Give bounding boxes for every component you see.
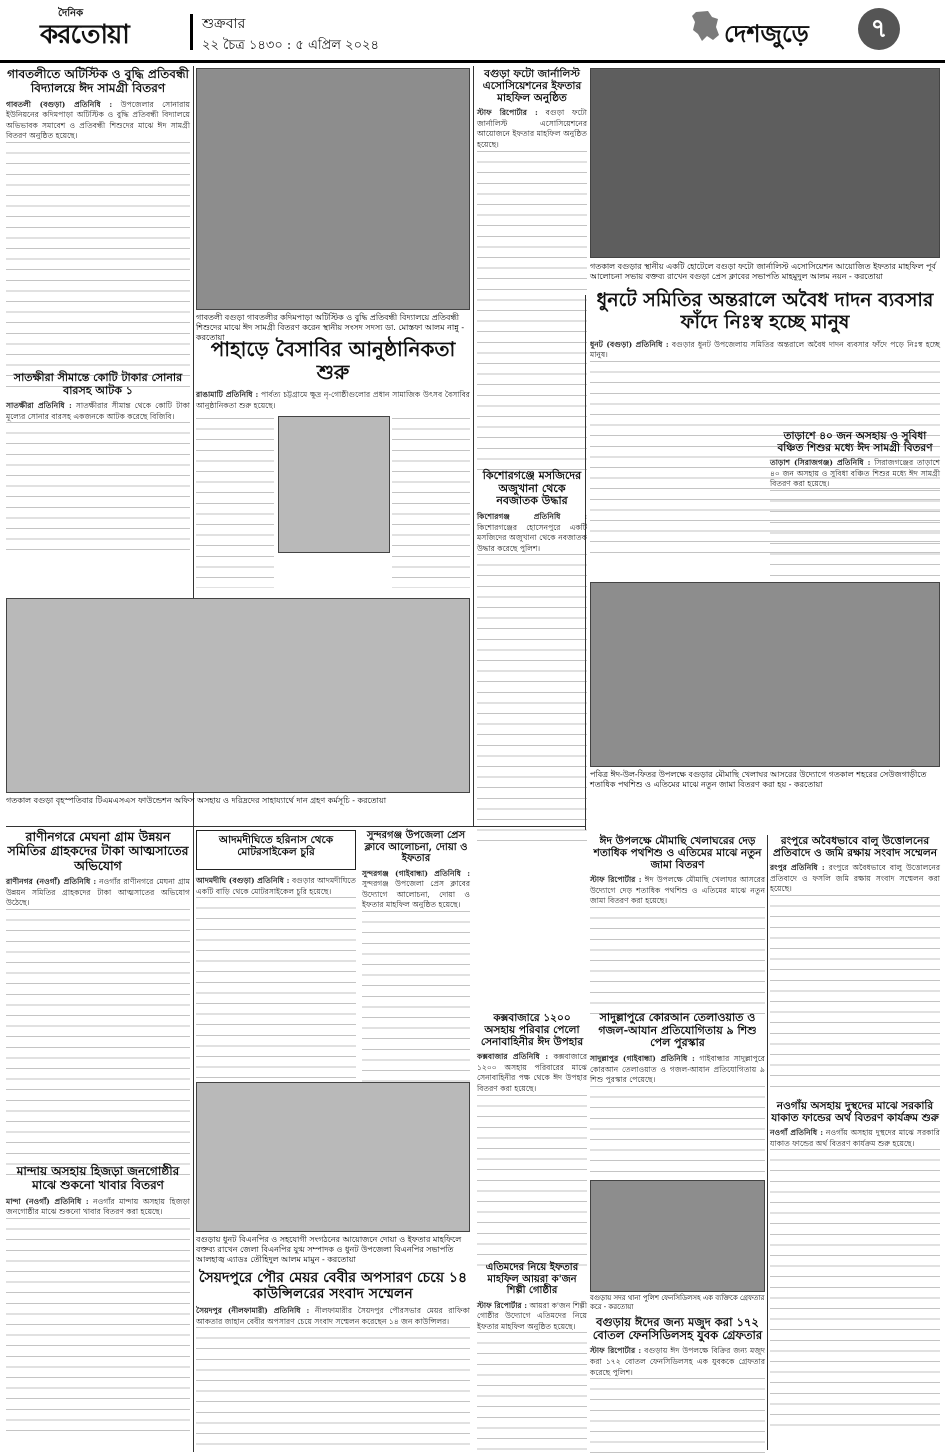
article-byline: স্টাফ রিপোর্টার : bbox=[477, 1300, 528, 1310]
article-body: সিরাজগঞ্জের তাড়াশে ৪০ জন অসহায় ও সুবিধা বঞ্চিত শিশুর মধ্যে ঈদ সামগ্রী বিতরণ করা হয়েছে। bbox=[770, 458, 940, 489]
header-day: শুক্রবার bbox=[202, 16, 246, 32]
article-byline: স্টাফ রিপোর্টার : bbox=[477, 108, 538, 118]
article-body: সাতক্ষীরার সীমান্ত থেকে কোটি টাকা মূল্যের সোনার বারসহ একজনকে আটক করেছে বিজিবি। bbox=[6, 401, 190, 421]
article-headline: রংপুরে অবৈধভাবে বালু উত্তোলনের প্রতিবাদে ও জমি রক্ষায় সংবাদ সম্মেলন bbox=[773, 835, 937, 860]
article-sadullapur bbox=[590, 1012, 765, 1177]
text-column-filler bbox=[477, 554, 587, 844]
masthead bbox=[0, 0, 945, 64]
article-byline: সাদুল্লাপুর (গাইবান্ধা) প্রতিনিধি : bbox=[590, 1053, 695, 1063]
column-rule bbox=[767, 835, 768, 1450]
article-boisabi bbox=[196, 338, 470, 594]
article-headline: সৈয়দপুরে পৌর মেয়র বেবীর অপসারণ চেয়ে ১৪ কাউন্সিলরের সংবাদ সম্মেলন bbox=[198, 1270, 468, 1303]
photo-caption: পবিত্র ঈদ-উল-ফিতর উপলক্ষে বগুড়ার মৌমাছি খেলাঘর আসরের উদ্যোগে গতকাল শহরের সেউজগাড়ীতে শতাধিক পথশিশু ও এতিমের মাঝে নতুন জামা বিতরণ করা হয় - করতোয়া bbox=[590, 770, 927, 789]
text-column-filler bbox=[590, 907, 765, 1019]
text-column-filler bbox=[477, 1332, 587, 1452]
article-body: আয়রা ক'জন শিল্পী গোষ্ঠীর উদ্যোগে এতিমদের নিয়ে ইফতার মাহফিল অনুষ্ঠিত হয়েছে। bbox=[477, 1300, 587, 1331]
article-byline: গাবতলী (বগুড়া) প্রতিনিধি : bbox=[6, 99, 113, 109]
article-body: বগুড়া ফটো জার্নালিস্ট এসোসিয়েশনের আয়োজনে ইফতার মাহফিল অনুষ্ঠিত হয়েছে। bbox=[477, 108, 587, 149]
text-column-filler bbox=[770, 895, 940, 1095]
article-raninagar bbox=[6, 830, 190, 1160]
photo-ifter-mahfil bbox=[590, 68, 940, 258]
article-headline: এতিমদের নিয়ে ইফতার মাহফিল আয়রা ক'জন শিল্পী গোষ্ঠীর bbox=[485, 1262, 579, 1296]
text-column-filler bbox=[196, 897, 356, 1087]
article-headline: ধুনটে সমিতির অন্তরালে অবৈধ দাদন ব্যবসার ফাঁদে নিঃস্ব হচ্ছে মানুষ bbox=[596, 289, 934, 333]
article-byline: কিশোরগঞ্জ প্রতিনিধি : bbox=[477, 511, 587, 521]
article-body: বগুড়ার ধুনট উপজেলায় সমিতির অন্তরালে অবৈধ দাদন ব্যবসার ফাঁদে পড়ে নিঃস্ব হচ্ছে মানুষ। bbox=[590, 339, 940, 360]
article-headline: মান্দায় অসহায় হিজড়া জনগোষ্ঠীর মাঝে শুকনো খাবার বিতরণ bbox=[16, 1164, 180, 1192]
text-column-filler bbox=[770, 490, 940, 585]
article-body: ঈদ উপলক্ষে মৌমাছি খেলাঘর আসরের উদ্যোগে দেড় শতাধিক পথশিশু ও এতিমের মাঝে নতুন জামা বিতরণ করা হয়েছে। bbox=[590, 875, 765, 906]
article-headline: বগুড়ায় ঈদের জন্য মজুদ করা ১৭২ বোতল ফেনসিডিলসহ যুবক গ্রেফতার bbox=[592, 1315, 763, 1343]
article-headline: কিশোরগঞ্জে মসজিদের অজুখানা থেকে নবজাতক উদ্ধার bbox=[482, 469, 582, 508]
article-ayra bbox=[477, 1262, 587, 1448]
article-headline: পাহাড়ে বৈসাবির আনুষ্ঠানিকতা শুরু bbox=[210, 337, 456, 384]
article-body: বগুড়ার আদমদীঘিতে একটি বাড়ি থেকে মোটরসাইকেল চুরি হয়েছে। bbox=[196, 876, 357, 896]
article-byline: কক্সবাজার প্রতিনিধি : bbox=[477, 1052, 549, 1062]
bangladesh-map-icon bbox=[690, 10, 720, 42]
header-date: ২২ চৈত্র ১৪৩০ : ৫ এপ্রিল ২০২৪ bbox=[202, 38, 379, 53]
article-sundarganj bbox=[362, 830, 470, 1080]
article-body: কক্সবাজারে ১২০০ অসহায় পরিবারের মাঝে সেনাবাহিনীর পক্ষ থেকে ঈদ উপহার বিতরণ করা হয়েছে। bbox=[477, 1052, 587, 1093]
article-headline: ঈদ উপলক্ষে মৌমাছি খেলাঘরের দেড় শতাধিক পথশিশু ও এতিমের মাঝে নতুন জামা বিতরণ bbox=[593, 835, 762, 872]
text-column-filler bbox=[6, 142, 190, 388]
article-manda bbox=[6, 1165, 190, 1449]
section-rule bbox=[6, 826, 586, 827]
article-headline: নওগাঁয় অসহায় দুস্থদের মাঝে সরকারি যাকাত ফান্ডের অর্থ বিতরণ কার্যক্রম শুরু bbox=[771, 1100, 939, 1125]
article-body: বগুড়ায় ঈদ উপলক্ষে বিক্রির জন্য মজুদ করা ১৭২ বোতল ফেনসিডিলসহ এক যুবককে গ্রেফতার করেছে পুলিশ। bbox=[590, 1346, 765, 1377]
text-column-filler bbox=[6, 909, 190, 1184]
header-rule bbox=[0, 60, 945, 63]
photo-caption: বগুড়ায় ধুনট বিএনপির ও সহযোগী সংগঠনের আয়োজনে দোয়া ও ইফতার মাহফিলে বক্তব্য রাখেন জেলা বিএনপির যুগ্ম সম্পাদক ও ধুনট উপজেলা বিএনপির সভাপতি আলহাজ্ব এ্যাডঃ তৌহিদুল আলম মামুন - করতোয়া bbox=[196, 1235, 462, 1264]
article-body: নওগাঁর মান্দায় অসহায় হিজড়া জনগোষ্ঠীর মাঝে শুকনো খাবার বিতরণ করা হয়েছে। bbox=[6, 1196, 190, 1217]
article-byline: আদমদীঘি (বগুড়া) প্রতিনিধি : bbox=[196, 876, 290, 885]
text-column-filler bbox=[477, 151, 587, 471]
photo-moumachi bbox=[590, 582, 940, 767]
article-headline: বগুড়া ফটো জার্নালিস্ট এসোসিয়েশনের ইফতার মাহফিল অনুষ্ঠিত bbox=[482, 68, 582, 105]
article-byline: রাঙামাটি প্রতিনিধি : bbox=[196, 390, 259, 399]
article-byline: রাণীনগর (নওগাঁ) প্রতিনিধি : bbox=[6, 877, 97, 887]
headline-box bbox=[196, 830, 356, 870]
article-byline: সুন্দরগঞ্জ (গাইবান্ধা) প্রতিনিধি : bbox=[362, 868, 470, 878]
article-headline: সাদুল্লাপুরে কোরআন তেলাওয়াত ও গজল-আযান প্রতিযোগিতায় ৯ শিশু পেল পুরস্কার bbox=[598, 1011, 757, 1050]
article-headline: রাণীনগরে মেঘনা গ্রাম উন্নয়ন সমিতির গ্রাহকদের টাকা আত্মসাতের অভিযোগ bbox=[7, 829, 189, 873]
article-body: কিশোরগঞ্জের হোসেনপুরে একটি মসজিদের অজুখানা থেকে নবজাতক উদ্ধার করেছে পুলিশ। bbox=[477, 522, 587, 553]
article-byline: রংপুর প্রতিনিধি : bbox=[770, 863, 825, 873]
article-saidpur bbox=[196, 1270, 470, 1450]
article-byline: স্টাফ রিপোর্টার : bbox=[590, 1346, 642, 1356]
text-column-filler bbox=[477, 1095, 587, 1275]
article-satkhira bbox=[6, 372, 190, 547]
article-body: নওগাঁর রাণীনগরে মেঘনা গ্রাম উন্নয়ন সমিতির গ্রাহকদের টাকা আত্মসাতের অভিযোগ উঠেছে। bbox=[6, 877, 190, 908]
section-title: দেশজুড়ে bbox=[724, 19, 809, 48]
article-byline: নওগাঁ প্রতিনিধি : bbox=[770, 1128, 824, 1138]
article-tarash bbox=[770, 430, 940, 580]
text-column-filler bbox=[770, 1149, 940, 1429]
brand-small: দৈনিক bbox=[58, 8, 84, 19]
article-adamdighi bbox=[196, 830, 356, 1070]
article-body: উপজেলার সোনারায় ইউনিয়নের কদিমপাড়া অটিস্টিক ও বুদ্ধি প্রতিবন্ধী বিদ্যালয়ে অভিভাবক সমাবেশ ও প্রতিবন্ধী শিশুদের মাঝে ঈদ সামগ্রী বিতরণ অনুষ্ঠিত হয়েছে। bbox=[6, 99, 190, 141]
page-number bbox=[858, 8, 900, 50]
text-column-filler bbox=[196, 418, 274, 588]
column-rule bbox=[473, 66, 474, 826]
article-headline: কক্সবাজারে ১২০০ অসহায় পরিবার পেলো সেনাবাহিনীর ঈদ উপহার bbox=[480, 1012, 584, 1049]
article-gabtoli bbox=[6, 68, 190, 368]
photo-gabtoli bbox=[196, 68, 470, 310]
photo-caption: গতকাল বগুড়ার স্থানীয় একটি হোটেলে বগুড়া ফটো জার্নালিস্ট এসোসিয়েশন আয়োজিত ইফতার মাহফিল পূর্ব আলোচনা সভায় বক্তব্য রাখেন বগুড়া প্রেস ক্লাবের সভাপতি মাহমুদুল আলম নয়ন - করতোয়া bbox=[590, 262, 936, 281]
article-rangpur bbox=[770, 835, 940, 1095]
text-column-filler bbox=[362, 911, 470, 1106]
text-column-filler bbox=[392, 418, 470, 588]
article-byline: ধুনট (বগুড়া) প্রতিনিধি : bbox=[590, 339, 669, 349]
article-moumachi-jama bbox=[590, 835, 765, 1010]
text-column-filler bbox=[590, 1086, 765, 1186]
article-byline: তাড়াশ (সিরাজগঞ্জ) প্রতিনিধি : bbox=[770, 458, 871, 468]
photo-tmss bbox=[6, 598, 470, 793]
article-kishoreganj bbox=[477, 470, 587, 830]
article-phensedyl bbox=[590, 1316, 765, 1450]
article-headline: আদমদীঘিতে হরিনাস থেকে মোটরসাইকেল চুরি bbox=[218, 834, 334, 859]
article-body: সুন্দরগঞ্জ উপজেলা প্রেস ক্লাবের উদ্যোগে আলোচনা, দোয়া ও ইফতার মাহফিল অনুষ্ঠিত হয়েছে। bbox=[362, 879, 470, 910]
article-byline: মান্দা (নওগাঁ) প্রতিনিধি : bbox=[6, 1196, 89, 1206]
text-column-filler bbox=[6, 422, 190, 558]
header-divider bbox=[190, 14, 193, 50]
article-body: গাইবান্ধার সাদুল্লাপুরে কোরআন তেলাওয়াত ও গজল-আযান প্রতিযোগিতায় ৯ শিশু পুরস্কার পেয়েছে। bbox=[590, 1053, 765, 1085]
photo-boisabi bbox=[278, 416, 390, 553]
article-byline: স্টাফ রিপোর্টার : bbox=[590, 875, 642, 885]
photo-caption: বগুড়ায় সদর থানা পুলিশ ফেনসিডিলসহ এক ব্যক্তিকে গ্রেফতার করে - করতোয়া bbox=[590, 1294, 765, 1311]
brand-logo: করতোয়া bbox=[40, 20, 129, 50]
article-naogaon bbox=[770, 1100, 940, 1448]
article-body: পার্বত্য চট্টগ্রামে ক্ষুদ্র নৃ-গোষ্ঠীগুলোর প্রধান সামাজিক উৎসব বৈসাবির আনুষ্ঠানিকতা শুরু হয়েছে। bbox=[196, 390, 470, 410]
photo-caption: গতকাল বগুড়া বৃহস্পতিবার টিএমএসএস ফাউন্ডেশন অফিস অসহায় ও দরিদ্রদের সাহায্যার্থে দান গ্রহণ কর্মসূচি - করতোয়া bbox=[6, 796, 387, 805]
article-body: রংপুরে অবৈধভাবে বালু উত্তোলনের প্রতিবাদে ও ফসলি জমি রক্ষায় সংবাদ সম্মেলন করা হয়েছে। bbox=[770, 863, 940, 894]
text-column-filler bbox=[590, 1378, 765, 1453]
article-byline: সৈয়দপুর (নীলফামারী) প্রতিনিধি : bbox=[196, 1306, 310, 1316]
article-photo-journalist bbox=[477, 68, 587, 463]
article-headline: সাতক্ষীরা সীমান্তে কোটি টাকার সোনার বারসহ আটক ১ bbox=[13, 371, 183, 397]
article-byline: সাতক্ষীরা প্রতিনিধি : bbox=[6, 401, 72, 411]
text-column-filler bbox=[6, 1218, 190, 1438]
article-coxsbazar bbox=[477, 1012, 587, 1257]
photo-caption: গাবতলী বগুড়া গাবতলীর কদিমপাড়া অটিস্টিক ও বুদ্ধি প্রতিবন্ধী বিদ্যালয়ে প্রতিবন্ধী শিশুদের মাঝে ঈদ সামগ্রী বিতরণ করেন স্থানীয় সংসদ সদস্য ডা. মোস্তফা আলম নান্নু - করতোয়া bbox=[196, 313, 465, 342]
article-body: নীলফামারীর সৈয়দপুর পৌরসভার মেয়র রাফিকা আকতার জাহান বেবীর অপসারণ চেয়ে সংবাদ সম্মেলন করেছেন ১৪ জন কাউন্সিলর। bbox=[196, 1306, 470, 1326]
article-headline: গাবতলীতে অটিস্টিক ও বুদ্ধি প্রতিবন্ধী বিদ্যালয়ে ঈদ সামগ্রী বিতরণ bbox=[7, 67, 189, 95]
photo-phensedyl bbox=[590, 1180, 765, 1292]
article-headline: তাড়াশে ৪০ জন অসহায় ও সুবিধা বঞ্চিত শিশুর মধ্যে ঈদ সামগ্রী বিতরণ bbox=[777, 430, 933, 455]
article-body: নওগাঁয় অসহায় দুস্থদের মাঝে সরকারি যাকাত ফান্ডের অর্থ বিতরণ কার্যক্রম শুরু হয়েছে। bbox=[770, 1128, 940, 1148]
photo-dhunat-bnp bbox=[196, 1082, 470, 1232]
article-headline: সুন্দরগঞ্জ উপজেলা প্রেস ক্লাবে আলোচনা, দোয়া ও ইফতার bbox=[364, 830, 468, 864]
text-column-filler bbox=[196, 1327, 470, 1447]
page-number-text: ৭ bbox=[870, 14, 888, 44]
